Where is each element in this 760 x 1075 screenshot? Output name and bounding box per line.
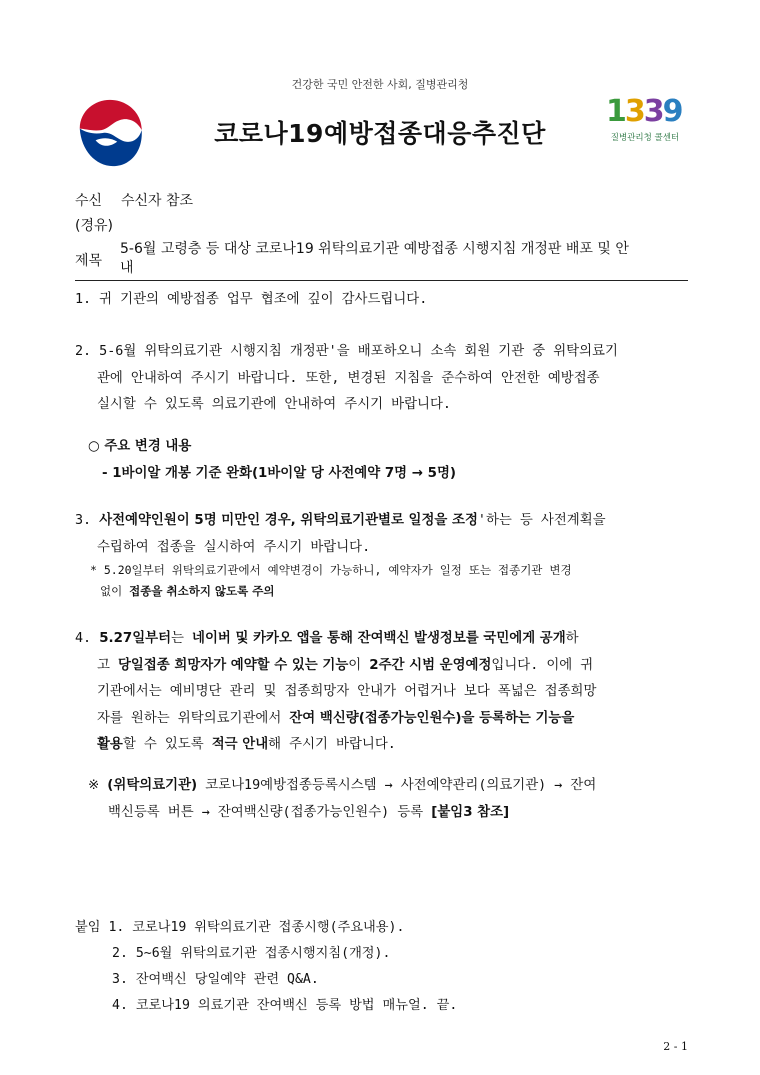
page-number: 2 - 1 [663,1040,688,1053]
paragraph-text: 해 주시기 바랍니다. [268,737,396,752]
organization-title: 코로나19예방접종대응추진단 [214,119,546,148]
emphasis-text: 적극 안내 [211,737,269,752]
reference-mark: ※ [88,778,108,793]
paragraph-line: 기관에서는 예비명단 관리 및 접종희망자 안내가 어렵거나 보다 폭넓은 접종희망 [97,684,597,699]
note-line: * 5.20일부터 위탁의료기관에서 예약변경이 가능하니, 예약자가 일정 또는 접종기관 변경 [90,563,572,577]
attachment-item: 2. 5~6월 위탁의료기관 접종시행지침(개정). [112,946,391,961]
note-emphasis: 접종을 취소하지 않도록 주의 [129,584,275,598]
subject-line: 내 [120,260,134,276]
emphasis-text: [붙임3 참조] [431,804,510,820]
change-item: - 1바이알 개봉 기준 완화(1바이알 당 사전예약 7명 → 5명) [102,465,457,481]
reference-text: 코로나19예방접종등록시스템 → 사전예약관리(의료기관) → 잔여 [197,778,597,793]
paragraph-line: 실시할 수 있도록 의료기관에 안내하여 주시기 바랍니다. [97,397,451,412]
change-summary [88,434,703,487]
paragraph-3-note [90,560,690,602]
paragraph-text: 는 [171,631,193,646]
reference-text: 백신등록 버튼 → 잔여백신량(접종가능인원수) 등록 [108,804,432,820]
attachment-item: 4. 코로나19 의료기관 잔여백신 등록 방법 매뉴얼. 끝. [112,998,458,1013]
hotline-caption: 질병관리청 콜센터 [610,133,680,143]
emphasis-text: 5.27일부터 [99,631,172,646]
paragraph-line: 2. 5-6월 위탁의료기관 시행지침 개정판'을 배포하오니 소속 회원 기관 중 위탁의료기 [75,344,618,359]
paragraph-line: 관에 안내하여 주시기 바랍니다. 또한, 변경된 지침을 준수하여 안전한 예방접종 [97,370,600,386]
emphasis-text: 활용 [97,737,123,752]
attachment-item: 1. 코로나19 위탁의료기관 접종시행(주요내용). [108,920,405,935]
paragraph-text: '하는 등 사전계획을 [477,513,606,528]
paragraph-1: 1. 귀 기관의 예방접종 업무 협조에 깊이 감사드립니다. [75,292,428,307]
note-text: 없이 [100,584,130,598]
via-row [75,215,113,235]
paragraph-text: 고 [97,657,118,673]
emphasis-text: 당일접종 희망자가 예약할 수 있는 기능 [118,657,349,673]
emphasis-text: 잔여 백신량(접종가능인원수)을 등록하는 기능을 [289,710,575,726]
paragraph-number: 4. [75,631,100,646]
paragraph-number: 3. [75,513,100,528]
attachment-item: 3. 잔여백신 당일예약 관련 Q&A. [112,972,319,987]
change-heading: ○ 주요 변경 내용 [88,439,192,454]
header-divider [75,280,688,281]
slogan: 건강한 국민 안전한 사회, 질병관리청 [291,78,469,91]
recipient-label: 수신 [75,193,103,209]
hotline-1339-logo [606,94,684,174]
emphasis-text: (위탁의료기관) [107,778,198,793]
attachments-label: 붙임 [75,920,101,935]
paragraph-text: 할 수 있도록 [122,737,212,752]
paragraph-line: 수립하여 접종을 실시하여 주시기 바랍니다. [97,539,371,555]
subject-label: 제목 [75,253,103,269]
reference-note [88,773,690,826]
hotline-number: 1339 [606,94,682,129]
paragraph-2 [75,339,690,419]
attachments [75,915,457,1019]
paragraph-text: 하 [565,631,579,646]
paragraph-3 [75,508,690,561]
recipient-value: 수신자 참조 [121,193,194,209]
via-label: (경유) [75,218,113,234]
paragraph-4 [75,626,690,759]
emphasis-text: 2주간 시범 운영예정 [369,657,492,673]
emphasis-text: 사전예약인원이 5명 미만인 경우, 위탁의료기관별로 일정을 조정 [99,513,478,528]
paragraph-text: 입니다. 이에 귀 [491,657,594,673]
recipient-row [75,190,193,210]
subject-text [120,240,690,278]
paragraph-text: 이 [348,657,370,673]
paragraph-text: 자를 원하는 위탁의료기관에서 [97,710,290,726]
subject-line: 5-6월 고령층 등 대상 코로나19 위탁의료기관 예방접종 시행지침 개정판 배포 및 안 [120,241,629,257]
emphasis-text: 네이버 및 카카오 앱을 통해 잔여백신 발생정보를 국민에게 공개 [192,631,566,646]
